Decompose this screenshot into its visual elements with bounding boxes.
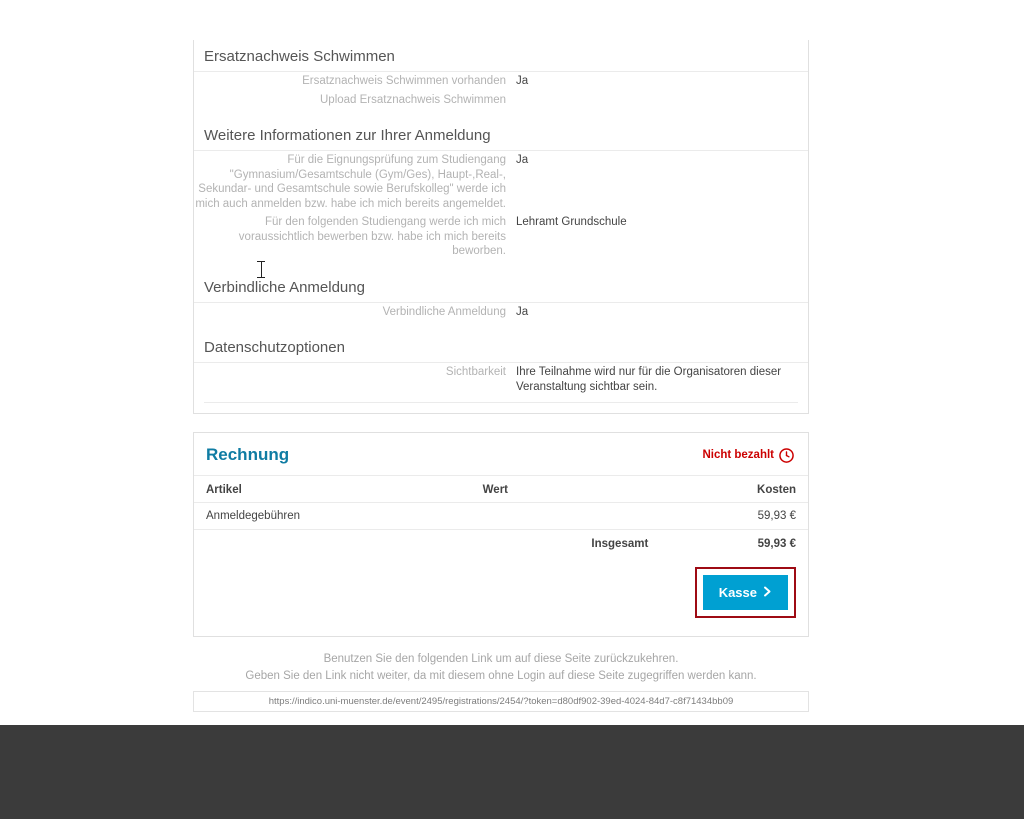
column-header-artikel: Artikel: [194, 476, 471, 503]
invoice-table: [194, 476, 808, 557]
section-title-ersatznachweis: Ersatznachweis Schwimmen: [194, 40, 808, 72]
field-value: Ja: [516, 305, 529, 318]
field-label: Sichtbarkeit: [445, 366, 506, 378]
field-row: [194, 91, 808, 110]
column-header-kosten: Kosten: [660, 476, 808, 503]
field-label: Upload Ersatznachweis Schwimmen: [320, 93, 506, 106]
field-row: [194, 72, 808, 91]
return-link-note: [193, 651, 809, 685]
field-label: Für den folgenden Studiengang werde ich mich voraussichtlich bewerben bzw. habe ich mich bereits beworben.: [238, 216, 506, 257]
field-label: Verbindliche Anmeldung: [382, 305, 506, 318]
invoice-header: [194, 433, 808, 476]
section-title-datenschutzoptionen: Datenschutzoptionen: [194, 331, 808, 363]
table-row: [194, 503, 808, 530]
field-row: [194, 303, 808, 322]
column-header-wert: Wert: [471, 476, 661, 503]
registration-link[interactable]: https://indico.uni-muenster.de/event/2495/registrations/2454/?token=d80df902-39ed-4024-84d7-c8f71434bb09: [193, 691, 809, 712]
field-value: Ihre Teilnahme wird nur für die Organisatoren dieser Veranstaltung sichtbar sein.: [516, 366, 782, 393]
table-total-row: [194, 530, 808, 558]
chevron-right-icon: [763, 585, 772, 600]
section-title-verbindliche-anmeldung: Verbindliche Anmeldung: [194, 271, 808, 303]
invoice-title: Rechnung: [206, 445, 290, 464]
invoice-panel: [193, 432, 809, 637]
cell-kosten: 59,93 €: [660, 503, 808, 530]
checkout-highlight: [695, 567, 796, 618]
field-value: Ja: [516, 154, 529, 166]
section-title-weitere-informationen: Weitere Informationen zur Ihrer Anmeldung: [194, 119, 808, 151]
note-line-1: Benutzen Sie den folgenden Link um auf diese Seite zurückzukehren.: [323, 653, 679, 665]
table-header-row: [194, 476, 808, 503]
main-content: [193, 40, 809, 712]
total-label: Insgesamt: [591, 538, 649, 550]
field-row: [194, 363, 808, 396]
divider: [204, 402, 798, 403]
checkout-button[interactable]: [703, 575, 788, 610]
checkout-button-label: Kasse: [718, 585, 757, 600]
invoice-status-label: Nicht bezahlt: [702, 449, 774, 461]
checkout-area: [194, 557, 808, 636]
field-row: [194, 213, 808, 261]
cell-artikel: Anmeldegebühren: [194, 503, 471, 530]
field-label: Ersatznachweis Schwimmen vorhanden: [302, 75, 506, 87]
page-footer-bar: [0, 725, 1024, 819]
cell-wert: [471, 503, 661, 530]
status-badge: [702, 448, 794, 463]
field-value: Lehramt Grundschule: [516, 216, 627, 228]
registration-summary-panel: [193, 40, 809, 414]
clock-icon: [779, 448, 794, 463]
total-value: 59,93 €: [757, 538, 796, 550]
field-label: Für die Eignungsprüfung zum Studiengang "Gymnasium/Gesamtschule (Gym/Ges), Haupt-,Real-, Sekundar- und Gesamtschule sowie Berufskolleg" werde ich mich auch anmelden bzw. habe ich mich bereits angemeldet.: [195, 154, 506, 210]
total-spacer: [194, 530, 471, 558]
field-row: [194, 151, 808, 213]
note-line-2: Geben Sie den Link nicht weiter, da mit diesem ohne Login auf diese Seite zugegriffen werden kann.: [245, 670, 757, 682]
field-value: Ja: [516, 75, 529, 87]
